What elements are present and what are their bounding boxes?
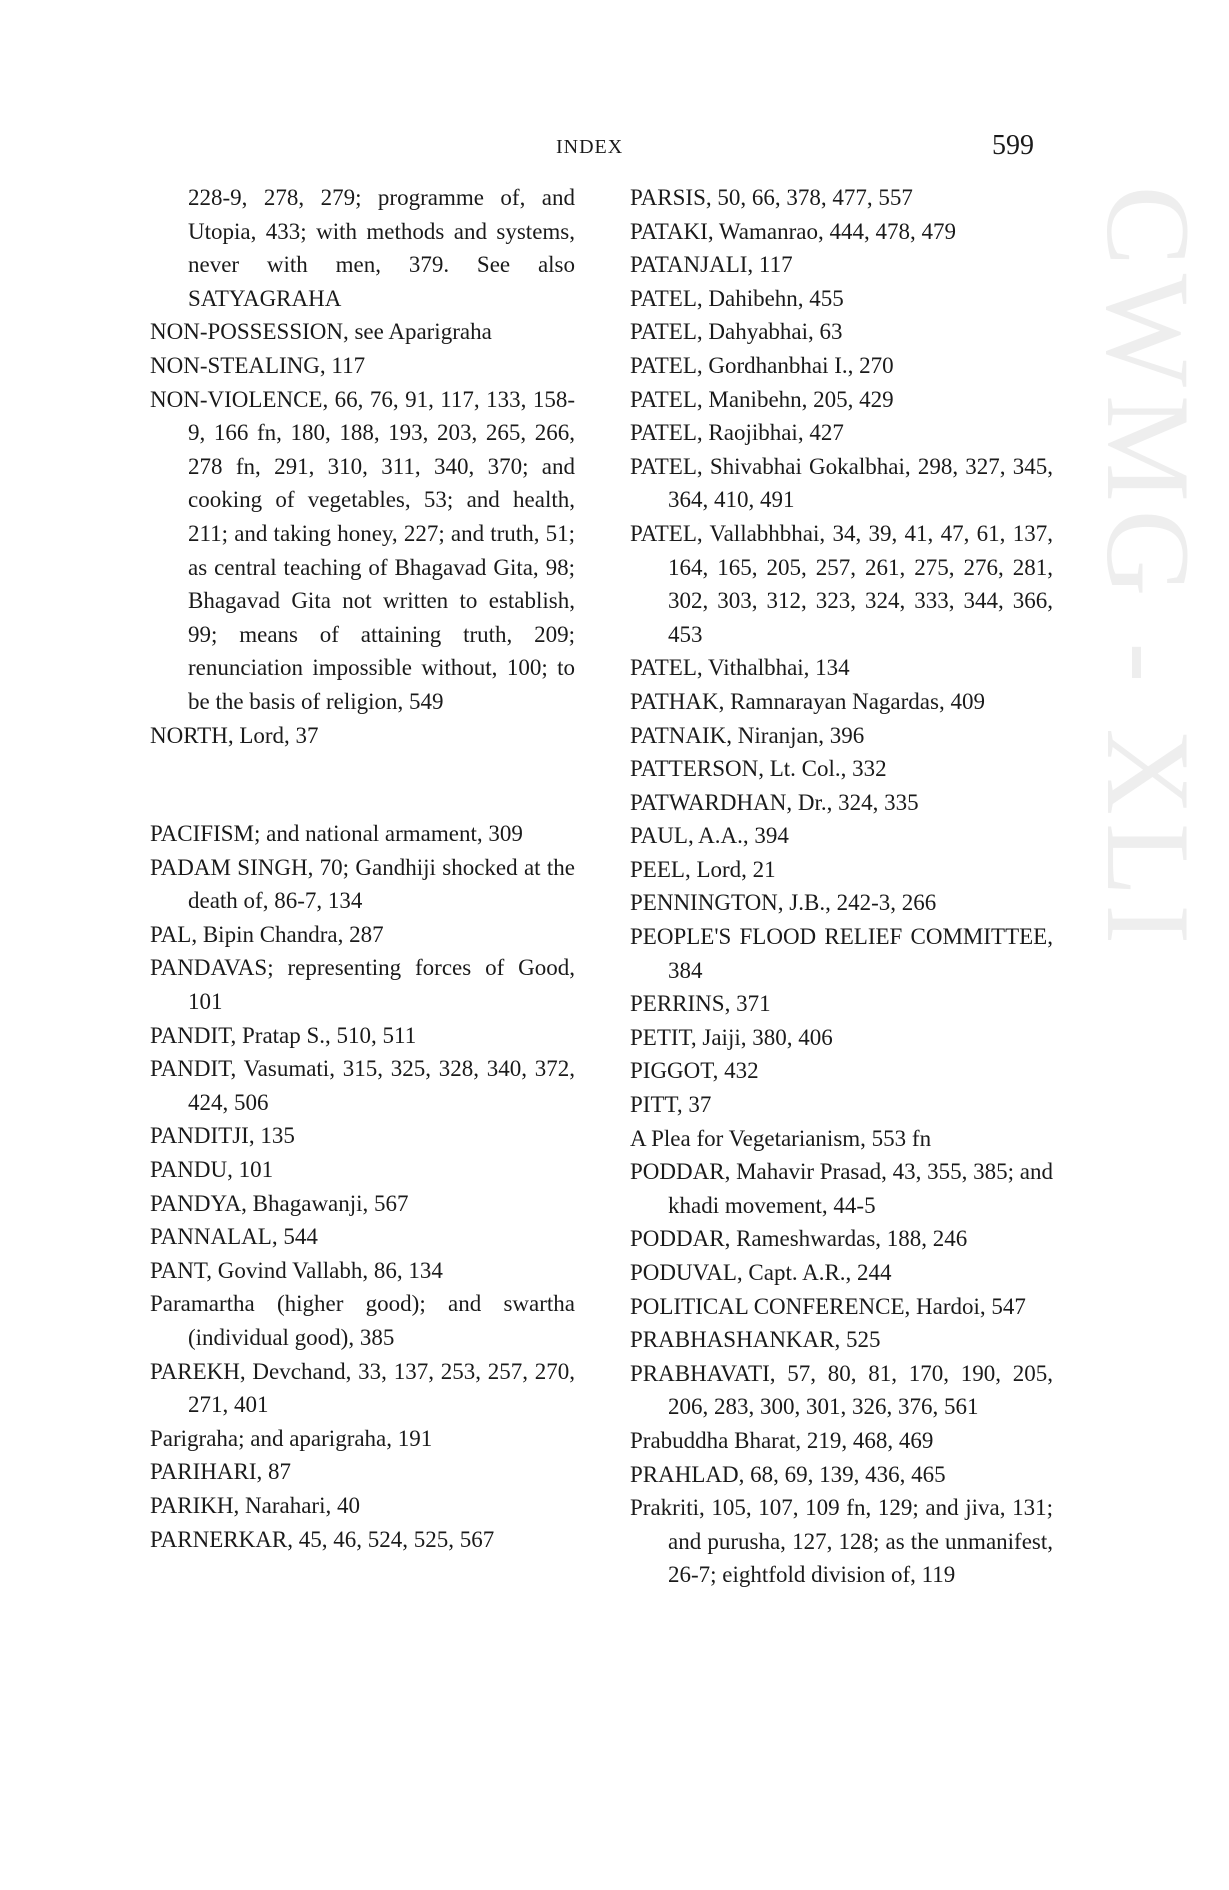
index-entry: PANDAVAS; representing forces of Good, 101 xyxy=(150,955,575,1015)
index-entry: PATNAIK, Niranjan, 396 xyxy=(630,722,865,748)
index-entry: PERRINS, 371 xyxy=(630,991,771,1017)
index-entry: Paramartha (higher good); and swartha (individual good), 385 xyxy=(150,1291,575,1350)
page-number: 599 xyxy=(992,130,1034,161)
index-entry: PACIFISM; and national armament, 309 xyxy=(150,821,523,847)
index-entry: PATEL, Dahibehn, 455 xyxy=(630,285,844,311)
index-entry: PANDYA, Bhagawanji, 567 xyxy=(150,1190,409,1216)
index-entry: 228-9, 278, 279; programme of, and Utopia, 433; with methods and systems, never with men, 379. See also SATYAGRAHA xyxy=(188,185,575,311)
letter-section-gap xyxy=(150,752,575,817)
index-entry: PATEL, Raojibhai, 427 xyxy=(630,420,844,446)
index-entry: Prabuddha Bharat, 219, 468, 469 xyxy=(630,1427,934,1453)
index-entry: PRAHLAD, 68, 69, 139, 436, 465 xyxy=(630,1461,946,1487)
index-entry: PITT, 37 xyxy=(630,1092,712,1118)
index-entry: PRABHASHANKAR, 525 xyxy=(630,1327,881,1353)
index-entry: POLITICAL CONFERENCE, Hardoi, 547 xyxy=(630,1293,1026,1319)
index-entry: PANT, Govind Vallabh, 86, 134 xyxy=(150,1257,443,1283)
index-entry: PATHAK, Ramnarayan Nagardas, 409 xyxy=(630,688,985,714)
page-header xyxy=(0,130,1229,170)
index-entry: PANDIT, Vasumati, 315, 325, 328, 340, 372, 424, 506 xyxy=(150,1056,575,1115)
index-entry: PARSIS, 50, 66, 378, 477, 557 xyxy=(630,185,913,210)
index-column-left xyxy=(150,181,575,1556)
index-entry: PATEL, Dahyabhai, 63 xyxy=(630,319,843,345)
index-entry: NON-VIOLENCE, 66, 76, 91, 117, 133, 158-9, 166 fn, 180, 188, 193, 203, 265, 266, 278 fn, 291, 310, 311, 340, 370; and cooking of vegetables, 53; and health, 211; and taking honey, 227; and truth, 51; as central teaching of Bhagavad Gita, 98; Bhagavad Gita not written to establish, 99; means of attaining truth, 209; renunciation impossible without, 100; to be the basis of religion, 549 xyxy=(150,386,575,714)
index-entry: PRABHAVATI, 57, 80, 81, 170, 190, 205, 206, 283, 300, 301, 326, 376, 561 xyxy=(630,1360,1053,1420)
index-entry: A Plea for Vegetarianism, 553 fn xyxy=(630,1125,932,1151)
index-entry: PANDITJI, 135 xyxy=(150,1123,295,1149)
index-entry: PATEL, Vallabhbhai, 34, 39, 41, 47, 61, 137, 164, 165, 205, 257, 261, 275, 276, 281, 302, 303, 312, 323, 324, 333, 344, 366, 453 xyxy=(630,520,1053,647)
index-entry: PATEL, Gordhanbhai I., 270 xyxy=(630,352,894,378)
index-entry: PIGGOT, 432 xyxy=(630,1058,759,1084)
index-entry: Prakriti, 105, 107, 109 fn, 129; and jiva, 131; and purusha, 127, 128; as the unmanifest, 26-7; eightfold division of, 119 xyxy=(630,1495,1053,1588)
index-entry: PODUVAL, Capt. A.R., 244 xyxy=(630,1260,892,1285)
index-entry: PETIT, Jaiji, 380, 406 xyxy=(630,1024,833,1050)
index-entry: PADAM SINGH, 70; Gandhiji shocked at the death of, 86-7, 134 xyxy=(150,854,575,914)
index-entry: PAL, Bipin Chandra, 287 xyxy=(150,921,384,947)
index-entry: PARIKH, Narahari, 40 xyxy=(150,1492,360,1518)
index-column-right xyxy=(630,181,1053,1592)
index-entry: NORTH, Lord, 37 xyxy=(150,722,319,748)
index-entry: PARNERKAR, 45, 46, 524, 525, 567 xyxy=(150,1526,495,1552)
index-entry: PENNINGTON, J.B., 242-3, 266 xyxy=(630,890,937,916)
running-title: INDEX xyxy=(556,136,624,158)
index-entry: PAREKH, Devchand, 33, 137, 253, 257, 270, 271, 401 xyxy=(150,1358,575,1418)
index-entry: PODDAR, Mahavir Prasad, 43, 355, 385; and khadi movement, 44-5 xyxy=(630,1159,1053,1218)
index-entry: PATEL, Manibehn, 205, 429 xyxy=(630,386,894,412)
index-entry: PATEL, Vithalbhai, 134 xyxy=(630,655,850,681)
index-entry: PATEL, Shivabhai Gokalbhai, 298, 327, 345, 364, 410, 491 xyxy=(630,453,1053,513)
index-entry: PATAKI, Wamanrao, 444, 478, 479 xyxy=(630,218,956,244)
index-entry: PATANJALI, 117 xyxy=(630,252,793,278)
index-entry: Parigraha; and aparigraha, 191 xyxy=(150,1425,433,1451)
index-entry: PANDIT, Pratap S., 510, 511 xyxy=(150,1022,417,1048)
index-entry: NON-STEALING, 117 xyxy=(150,352,366,378)
index-entry: PEOPLE'S FLOOD RELIEF COMMITTEE, 384 xyxy=(630,924,1053,983)
index-entry: PANNALAL, 544 xyxy=(150,1224,318,1250)
watermark: CWMG - XLI xyxy=(1082,185,1215,953)
index-entry: NON-POSSESSION, see Aparigraha xyxy=(150,319,492,345)
index-entry: PATTERSON, Lt. Col., 332 xyxy=(630,756,887,782)
index-entry: PAUL, A.A., 394 xyxy=(630,823,789,849)
index-entry: PANDU, 101 xyxy=(150,1157,274,1183)
index-entry: PEEL, Lord, 21 xyxy=(630,856,776,882)
index-entry: PATWARDHAN, Dr., 324, 335 xyxy=(630,789,919,815)
index-entry: PARIHARI, 87 xyxy=(150,1459,292,1485)
index-entry: PODDAR, Rameshwardas, 188, 246 xyxy=(630,1226,968,1252)
